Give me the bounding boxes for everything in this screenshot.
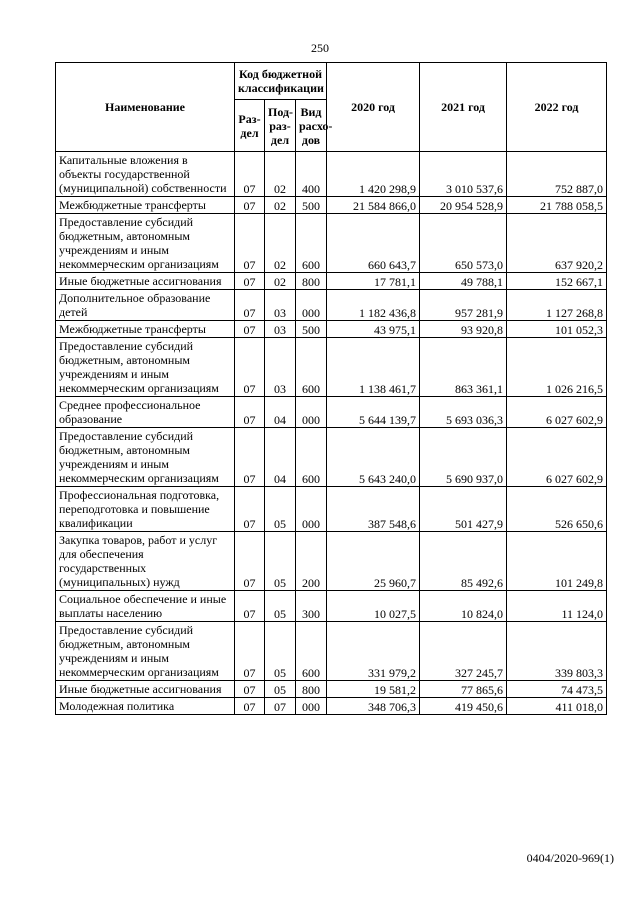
row-vid: 600: [296, 428, 327, 487]
table-row: [56, 338, 607, 397]
row-value-2021: 863 361,1: [420, 338, 507, 397]
row-podrazdel: 04: [265, 428, 296, 487]
row-value-2022: 74 473,5: [507, 681, 607, 698]
row-value-2020: 25 960,7: [327, 532, 420, 591]
row-razdel: 07: [235, 197, 265, 214]
row-value-2022: 411 018,0: [507, 698, 607, 715]
row-podrazdel: 07: [265, 698, 296, 715]
row-name: Закупка товаров, работ и услуг для обеспечения государственных (муниципальных) нужд: [56, 532, 235, 591]
row-value-2022: 11 124,0: [507, 591, 607, 622]
row-value-2020: 660 643,7: [327, 214, 420, 273]
row-value-2022: 1 026 216,5: [507, 338, 607, 397]
row-value-2021: 5 693 036,3: [420, 397, 507, 428]
row-value-2022: 339 803,3: [507, 622, 607, 681]
row-razdel: 07: [235, 338, 265, 397]
table-row: [56, 487, 607, 532]
row-name: Среднее профессиональное образование: [56, 397, 235, 428]
row-razdel: 07: [235, 622, 265, 681]
row-podrazdel: 05: [265, 591, 296, 622]
row-value-2020: 1 420 298,9: [327, 152, 420, 197]
row-value-2020: 1 182 436,8: [327, 290, 420, 321]
header-razdel: Раз-дел: [235, 100, 265, 152]
row-name: Межбюджетные трансферты: [56, 197, 235, 214]
row-podrazdel: 05: [265, 487, 296, 532]
table-row: [56, 273, 607, 290]
row-value-2020: 21 584 866,0: [327, 197, 420, 214]
row-vid: 600: [296, 338, 327, 397]
table-body: [56, 152, 607, 715]
row-razdel: 07: [235, 397, 265, 428]
header-year-2022: 2022 год: [507, 63, 607, 152]
row-value-2021: 10 824,0: [420, 591, 507, 622]
row-vid: 800: [296, 273, 327, 290]
row-podrazdel: 03: [265, 290, 296, 321]
table-row: [56, 152, 607, 197]
row-value-2020: 1 138 461,7: [327, 338, 420, 397]
row-value-2021: 3 010 537,6: [420, 152, 507, 197]
row-razdel: 07: [235, 273, 265, 290]
row-podrazdel: 05: [265, 681, 296, 698]
row-name: Молодежная политика: [56, 698, 235, 715]
row-name: Профессиональная подготовка, переподготовка и повышение квалификации: [56, 487, 235, 532]
table-row: [56, 532, 607, 591]
row-value-2021: 327 245,7: [420, 622, 507, 681]
table-row: [56, 698, 607, 715]
row-razdel: 07: [235, 214, 265, 273]
row-razdel: 07: [235, 532, 265, 591]
header-vid: Вид расхо-дов: [296, 100, 327, 152]
row-value-2020: 5 644 139,7: [327, 397, 420, 428]
table-row: [56, 197, 607, 214]
header-year-2020: 2020 год: [327, 63, 420, 152]
row-name: Социальное обеспечение и иные выплаты населению: [56, 591, 235, 622]
row-podrazdel: 04: [265, 397, 296, 428]
table-row: [56, 591, 607, 622]
row-value-2022: 637 920,2: [507, 214, 607, 273]
row-vid: 600: [296, 214, 327, 273]
row-value-2021: 20 954 528,9: [420, 197, 507, 214]
table-header: [56, 63, 607, 152]
row-value-2021: 85 492,6: [420, 532, 507, 591]
row-name: Предоставление субсидий бюджетным, автономным учреждениям и иным некоммерческим организациям: [56, 214, 235, 273]
header-year-2021: 2021 год: [420, 63, 507, 152]
row-value-2022: 101 052,3: [507, 321, 607, 338]
row-value-2021: 501 427,9: [420, 487, 507, 532]
row-vid: 800: [296, 681, 327, 698]
row-value-2022: 21 788 058,5: [507, 197, 607, 214]
row-value-2020: 5 643 240,0: [327, 428, 420, 487]
row-podrazdel: 05: [265, 532, 296, 591]
table-row: [56, 397, 607, 428]
row-value-2020: 331 979,2: [327, 622, 420, 681]
row-name: Дополнительное образование детей: [56, 290, 235, 321]
row-value-2022: 101 249,8: [507, 532, 607, 591]
row-value-2021: 957 281,9: [420, 290, 507, 321]
row-podrazdel: 02: [265, 197, 296, 214]
budget-table: [55, 62, 607, 715]
row-razdel: 07: [235, 321, 265, 338]
row-razdel: 07: [235, 681, 265, 698]
table-row: [56, 321, 607, 338]
header-code-group: Код бюджетной классификации: [235, 63, 327, 100]
row-podrazdel: 02: [265, 152, 296, 197]
table-row: [56, 214, 607, 273]
row-name: Иные бюджетные ассигнования: [56, 273, 235, 290]
row-razdel: 07: [235, 698, 265, 715]
row-value-2020: 17 781,1: [327, 273, 420, 290]
row-razdel: 07: [235, 428, 265, 487]
row-value-2022: 752 887,0: [507, 152, 607, 197]
page-number: 250: [311, 41, 329, 55]
row-value-2022: 6 027 602,9: [507, 397, 607, 428]
row-value-2021: 93 920,8: [420, 321, 507, 338]
row-vid: 500: [296, 197, 327, 214]
row-razdel: 07: [235, 152, 265, 197]
row-name: Предоставление субсидий бюджетным, автономным учреждениям и иным некоммерческим организациям: [56, 622, 235, 681]
row-vid: 600: [296, 622, 327, 681]
header-name: Наименование: [56, 63, 235, 152]
row-value-2022: 152 667,1: [507, 273, 607, 290]
row-value-2021: 650 573,0: [420, 214, 507, 273]
row-vid: 000: [296, 698, 327, 715]
row-vid: 000: [296, 487, 327, 532]
document-code: 0404/2020-969(1): [526, 851, 614, 865]
row-value-2020: 387 548,6: [327, 487, 420, 532]
row-razdel: 07: [235, 591, 265, 622]
row-value-2020: 19 581,2: [327, 681, 420, 698]
row-podrazdel: 02: [265, 273, 296, 290]
row-vid: 000: [296, 290, 327, 321]
row-name: Предоставление субсидий бюджетным, автономным учреждениям и иным некоммерческим организациям: [56, 338, 235, 397]
row-value-2022: 6 027 602,9: [507, 428, 607, 487]
row-vid: 000: [296, 397, 327, 428]
row-razdel: 07: [235, 487, 265, 532]
row-value-2021: 419 450,6: [420, 698, 507, 715]
row-value-2022: 1 127 268,8: [507, 290, 607, 321]
row-value-2022: 526 650,6: [507, 487, 607, 532]
row-podrazdel: 02: [265, 214, 296, 273]
row-podrazdel: 03: [265, 338, 296, 397]
row-name: Капитальные вложения в объекты государственной (муниципальной) собственности: [56, 152, 235, 197]
row-name: Межбюджетные трансферты: [56, 321, 235, 338]
row-vid: 500: [296, 321, 327, 338]
row-podrazdel: 03: [265, 321, 296, 338]
table-row: [56, 428, 607, 487]
table-row: [56, 290, 607, 321]
row-name: Иные бюджетные ассигнования: [56, 681, 235, 698]
row-value-2020: 10 027,5: [327, 591, 420, 622]
table-row: [56, 622, 607, 681]
row-vid: 300: [296, 591, 327, 622]
row-value-2021: 49 788,1: [420, 273, 507, 290]
row-podrazdel: 05: [265, 622, 296, 681]
row-value-2020: 348 706,3: [327, 698, 420, 715]
row-vid: 400: [296, 152, 327, 197]
row-vid: 200: [296, 532, 327, 591]
row-value-2021: 5 690 937,0: [420, 428, 507, 487]
row-value-2020: 43 975,1: [327, 321, 420, 338]
header-podrazdel: Под-раз-дел: [265, 100, 296, 152]
row-razdel: 07: [235, 290, 265, 321]
table-row: [56, 681, 607, 698]
row-name: Предоставление субсидий бюджетным, автономным учреждениям и иным некоммерческим организациям: [56, 428, 235, 487]
row-value-2021: 77 865,6: [420, 681, 507, 698]
